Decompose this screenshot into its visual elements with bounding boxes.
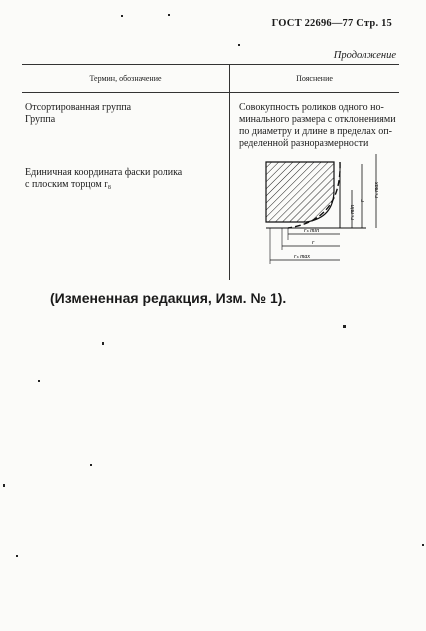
row1-explanation-line: Совокупность роликов одного но- xyxy=(239,102,384,113)
chamfer-diagram xyxy=(248,150,388,272)
label-rs-max-horizontal: rₛ max xyxy=(294,254,311,260)
scan-speck xyxy=(102,342,104,345)
page-header: ГОСТ 22696—77 Стр. 15 xyxy=(271,18,392,29)
column-header-term: Термин, обозначение xyxy=(89,74,162,83)
amendment-note: (Измененная редакция, Изм. № 1). xyxy=(50,290,287,306)
label-rs-min-horizontal: rₛ min xyxy=(304,228,320,234)
row2-term-line: Единичная координата фаски ролика xyxy=(25,167,183,178)
row1-term-line: Группа xyxy=(25,114,56,125)
row2-term-line: с плоским торцом r₈ xyxy=(25,179,112,190)
row1-explanation-line: минального размера с отклонениями xyxy=(239,114,396,125)
scan-speck xyxy=(121,15,123,17)
scan-speck xyxy=(422,544,424,546)
scan-speck xyxy=(16,555,18,557)
label-r-horizontal: r xyxy=(312,240,315,246)
label-rs-max-vertical: rₛ max xyxy=(374,181,380,198)
label-rs-min-vertical: rₛ min xyxy=(350,204,356,220)
scan-speck xyxy=(238,44,240,46)
table-header-divider xyxy=(22,92,399,93)
scan-speck xyxy=(168,14,170,16)
column-header-explanation: Пояснение xyxy=(296,74,333,83)
label-r-vertical: r xyxy=(360,199,366,202)
scan-speck xyxy=(38,380,40,382)
row1-explanation xyxy=(239,102,399,150)
row1-explanation-line: ределенной разноразмерности xyxy=(239,138,369,149)
row1-term-line: Отсортированная группа xyxy=(25,102,132,113)
table-column-divider xyxy=(229,64,230,280)
row1-explanation-line: по диаметру и длине в пределах оп- xyxy=(239,126,392,137)
continued-label: Продолжение xyxy=(333,50,396,61)
table-top-border xyxy=(22,64,399,65)
scan-speck xyxy=(90,464,92,466)
row2-term xyxy=(25,167,182,191)
scan-speck xyxy=(3,484,5,487)
scan-speck xyxy=(343,325,346,328)
row1-term xyxy=(25,102,131,126)
